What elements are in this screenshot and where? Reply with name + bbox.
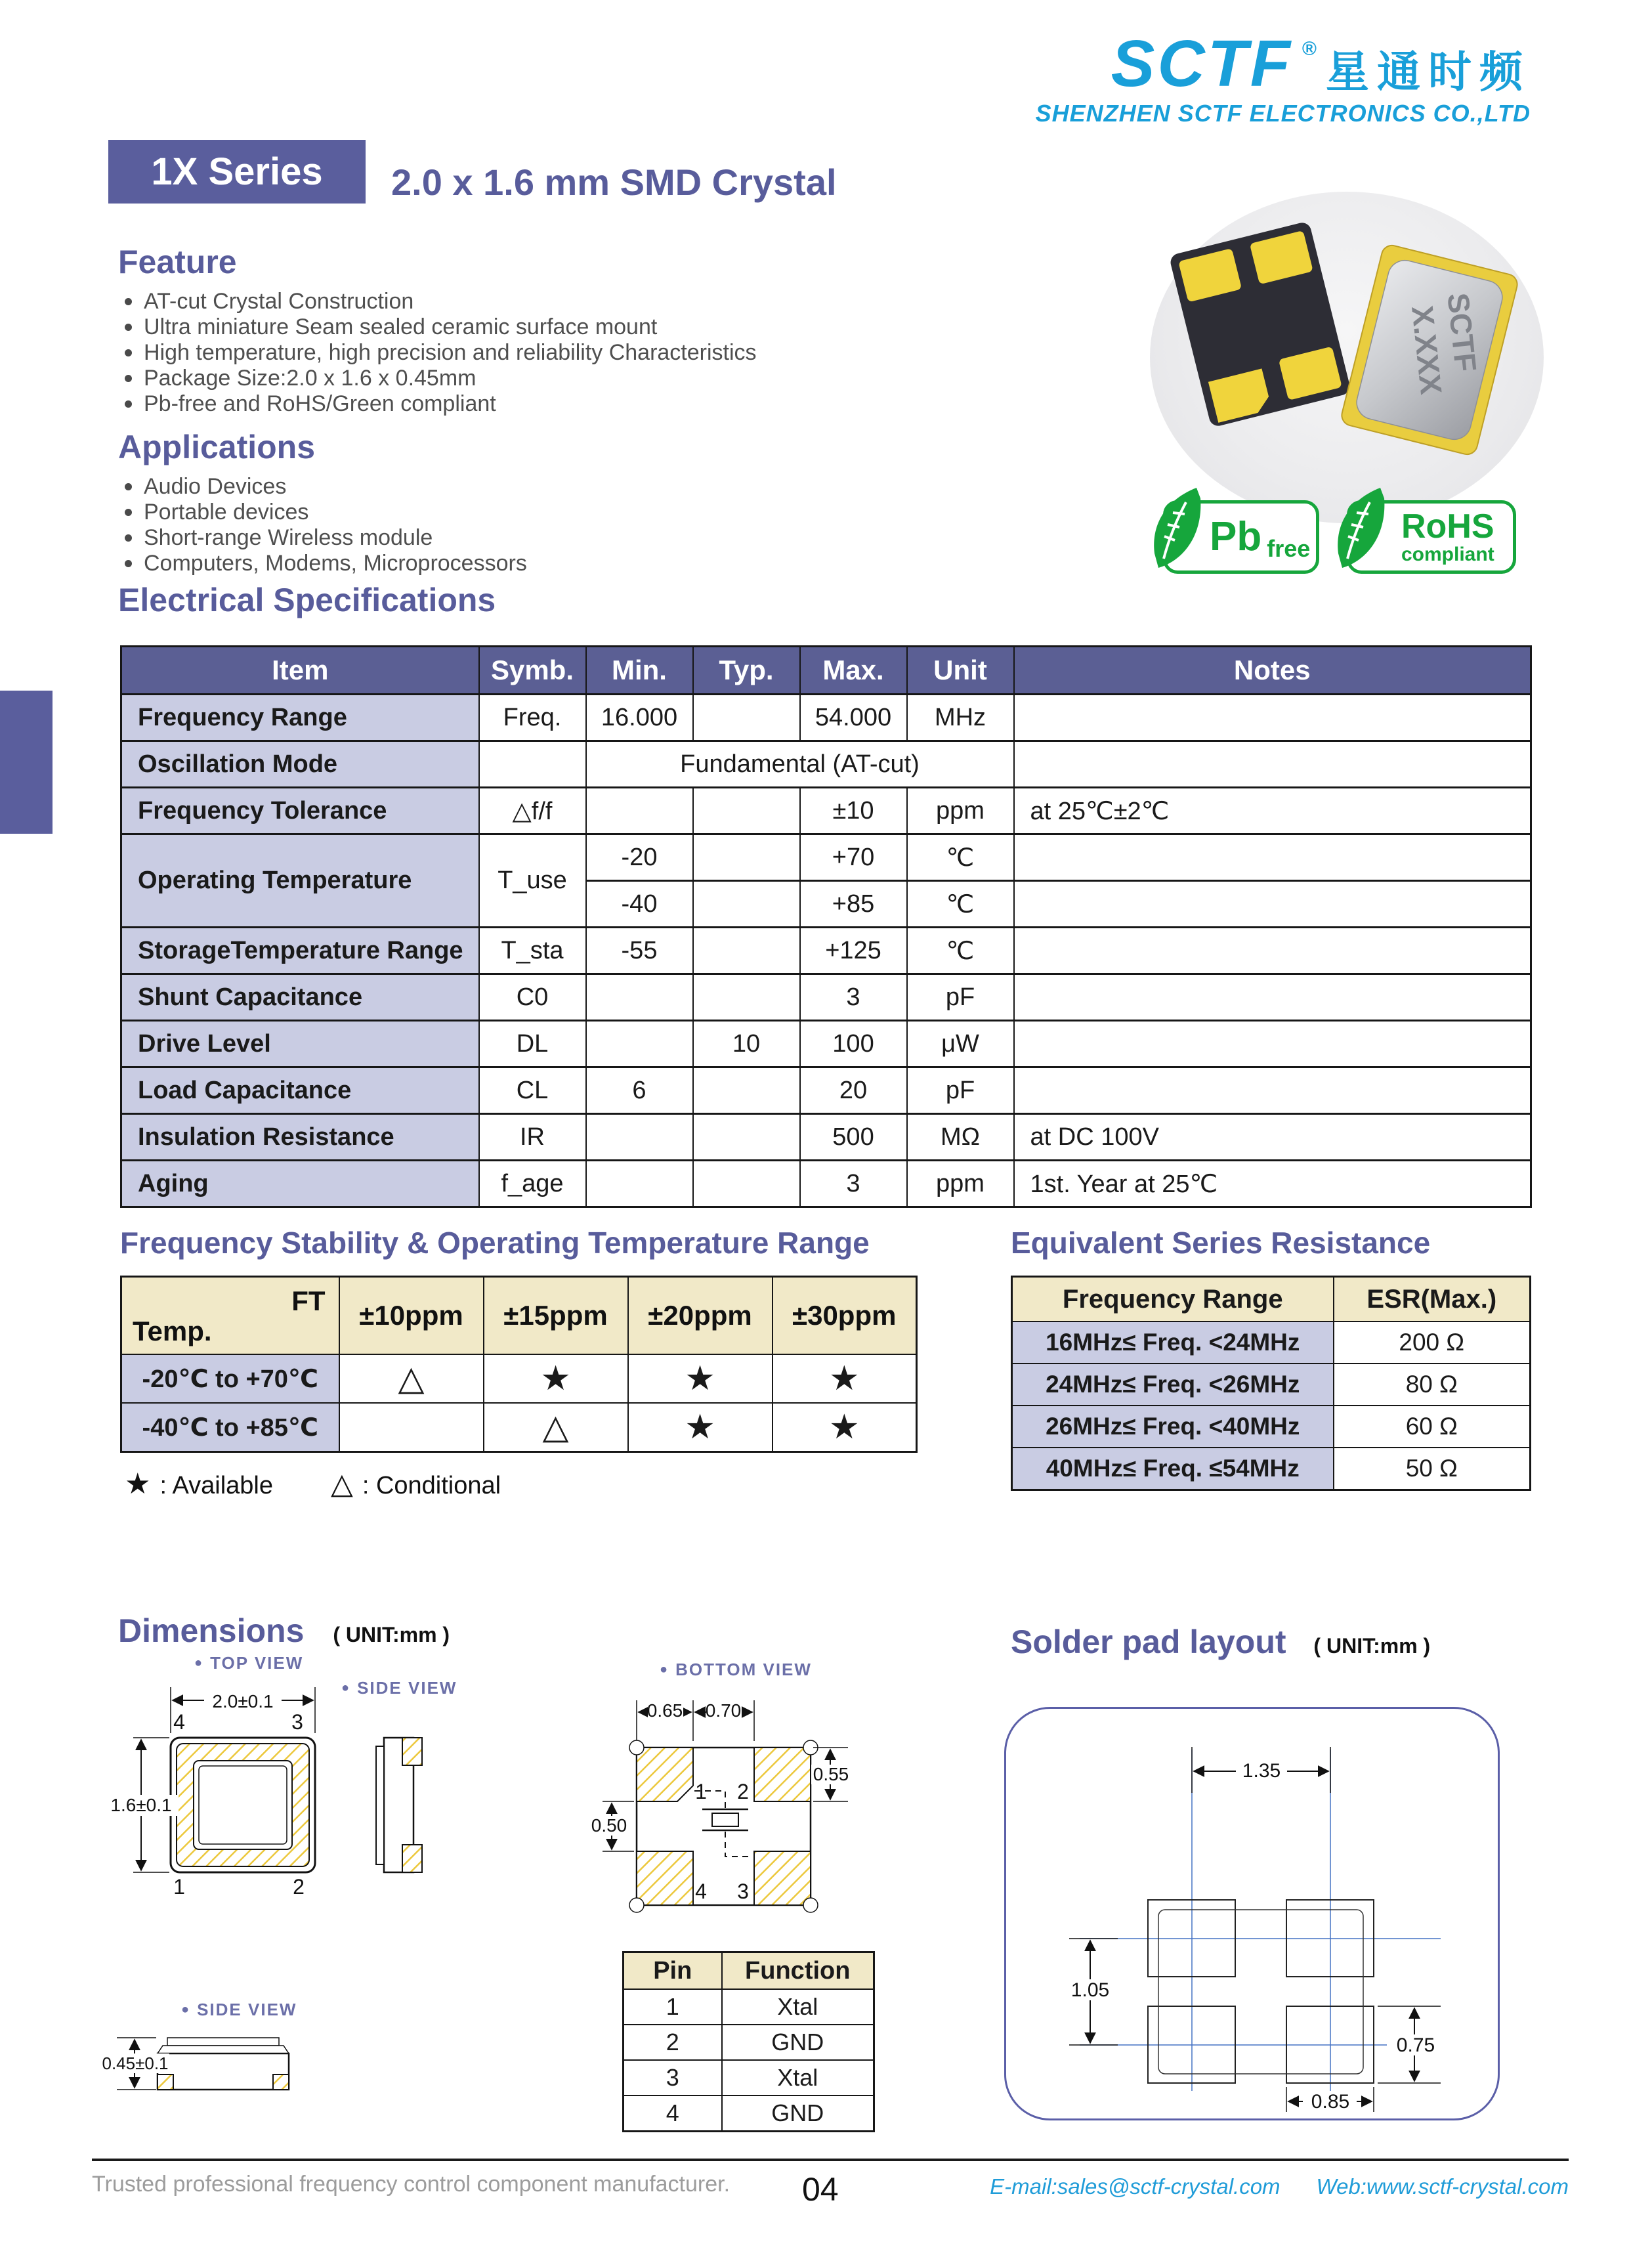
pad-number: 4 xyxy=(173,1710,185,1734)
company-name: SHENZHEN SCTF ELECTRONICS CO.,LTD xyxy=(1035,100,1531,127)
pad-number: 1 xyxy=(173,1875,185,1899)
pad-width-dim: 0.85 xyxy=(1311,2091,1350,2113)
rohs-label: RoHS xyxy=(1401,507,1494,546)
bullet-icon xyxy=(125,560,132,567)
page-title: 2.0 x 1.6 mm SMD Crystal xyxy=(391,161,837,203)
pad-4 xyxy=(637,1851,693,1905)
logo-brand-chinese: 星通时频 xyxy=(1326,47,1531,96)
pad-number: 3 xyxy=(737,1880,749,1903)
list-item: Short-range Wireless module xyxy=(125,525,527,551)
pad-number: 2 xyxy=(737,1780,749,1803)
bullet-icon: ● xyxy=(660,1662,669,1677)
pad-height-dim: 0.75 xyxy=(1396,2034,1435,2056)
email-link[interactable]: E-mail:sales@sctf-crystal.com xyxy=(990,2174,1281,2199)
list-item: High temperature, high precision and reliability Characteristics xyxy=(125,340,757,366)
registered-mark: ® xyxy=(1302,38,1317,60)
table-row: Frequency Tolerance △f/f ±10 ppm at 25℃±2℃ xyxy=(121,788,1531,834)
pin-function-table xyxy=(622,1951,875,2132)
table-row: Load Capacitance CL 6 20 pF xyxy=(121,1067,1531,1114)
pad-hpitch-dim: 1.35 xyxy=(1242,1760,1281,1782)
chip-top-view xyxy=(1340,244,1519,457)
solder-pad-title: Solder pad layout ( UNIT:mm ) xyxy=(1011,1623,1431,1660)
table-row: 40MHz≤ Freq. ≤54MHz 50 Ω xyxy=(1012,1448,1531,1490)
series-badge xyxy=(108,140,366,204)
col-min: Min. xyxy=(586,647,693,695)
list-item: Computers, Modems, Microprocessors xyxy=(125,551,527,576)
feature-title: Feature xyxy=(118,244,237,280)
solder-pad-diagram xyxy=(1004,1707,1500,2120)
list-item: AT-cut Crystal Construction xyxy=(125,289,757,314)
bullet-icon xyxy=(125,298,132,305)
esr-table xyxy=(1011,1276,1531,1491)
table-row: 16MHz≤ Freq. <24MHz 200 Ω xyxy=(1012,1322,1531,1364)
pad-2 xyxy=(754,1748,811,1801)
free-label: free xyxy=(1267,535,1311,562)
col-item: Item xyxy=(121,647,479,695)
bullet-icon xyxy=(125,349,132,356)
freq-stability-table xyxy=(120,1276,918,1453)
table-row: Oscillation Mode Fundamental (AT-cut) xyxy=(121,741,1531,788)
chip-marking-brand: SCTF xyxy=(1441,291,1483,374)
pb-label: Pb xyxy=(1210,514,1262,559)
table-row: 24MHz≤ Freq. <26MHz 80 Ω xyxy=(1012,1364,1531,1406)
freq-stability-title: Frequency Stability & Operating Temperature Range xyxy=(120,1226,870,1260)
page-edge-tab xyxy=(0,691,53,834)
corner-cell xyxy=(121,1277,339,1355)
list-item: Audio Devices xyxy=(125,474,527,500)
pad-vpitch-dim: 1.05 xyxy=(1070,1979,1110,2001)
table-row: 26MHz≤ Freq. <40MHz 60 Ω xyxy=(1012,1406,1531,1448)
col-unit: Unit xyxy=(907,647,1014,695)
pad-number: 2 xyxy=(293,1875,305,1899)
footer-contacts xyxy=(990,2174,1569,2199)
table-header-row: FT Temp. ±10ppm ±15ppm ±20ppm ±30ppm xyxy=(121,1277,917,1355)
bullet-icon xyxy=(125,509,132,516)
crystal-chips-image xyxy=(1168,206,1523,495)
product-photo xyxy=(1150,192,1544,523)
esr-title: Equivalent Series Resistance xyxy=(1011,1226,1431,1260)
table-header-row: Frequency Range ESR(Max.) xyxy=(1012,1277,1531,1322)
applications-list xyxy=(125,474,527,576)
bottom-view-label: ● BOTTOM VIEW xyxy=(660,1660,812,1679)
list-item: Ultra miniature Seam sealed ceramic surface mount xyxy=(125,314,757,340)
list-item: Pb-free and RoHS/Green compliant xyxy=(125,391,757,417)
bullet-icon xyxy=(125,534,132,542)
table-row: Aging f_age 3 ppm 1st. Year at 25℃ xyxy=(121,1161,1531,1207)
col-typ: Typ. xyxy=(693,647,800,695)
list-item: Package Size:2.0 x 1.6 x 0.45mm xyxy=(125,366,757,391)
bullet-icon: ● xyxy=(181,2002,191,2017)
bullet-icon: ● xyxy=(194,1656,204,1670)
table-row: 4 GND xyxy=(624,2096,874,2132)
side-view2-label: ● SIDE VIEW xyxy=(181,2000,297,2019)
electrical-table xyxy=(120,645,1532,1208)
col-max: Max. xyxy=(800,647,907,695)
top-view-height-dim: 1.6±0.1 xyxy=(110,1795,172,1815)
pad-1 xyxy=(637,1748,693,1801)
side-view2-drawing xyxy=(98,2035,374,2107)
pad-number: 1 xyxy=(695,1780,707,1803)
chip-marking-frequency: X.XXX xyxy=(1405,304,1449,397)
bullet-icon: ● xyxy=(341,1681,351,1695)
bullet-icon xyxy=(125,400,132,408)
pad-number: 3 xyxy=(291,1710,303,1734)
page-number: 04 xyxy=(802,2171,839,2208)
footer-tagline: Trusted professional frequency control component manufacturer. xyxy=(92,2172,731,2197)
table-row: 3 Xtal xyxy=(624,2060,874,2096)
package-outline xyxy=(1158,1910,1363,2074)
table-row: -40℃ to +85℃ △ ★ ★ xyxy=(121,1403,917,1452)
top-view-drawing xyxy=(98,1681,335,1904)
side-view-drawing xyxy=(364,1681,450,1904)
leaf-icon xyxy=(1328,484,1393,572)
pad-number: 4 xyxy=(695,1880,707,1903)
table-header-row: Pin Function xyxy=(624,1952,874,1990)
legend: ★ : Available △ : Conditional xyxy=(125,1468,501,1500)
top-view-label: ● TOP VIEW xyxy=(194,1653,304,1673)
solder-pad-unit: ( UNIT:mm ) xyxy=(1313,1634,1431,1658)
table-row: Shunt Capacitance C0 3 pF xyxy=(121,974,1531,1021)
pad-3 xyxy=(754,1851,811,1905)
feature-list xyxy=(125,289,757,417)
triangle-icon: △ xyxy=(331,1468,353,1500)
website-link[interactable]: Web:www.sctf-crystal.com xyxy=(1316,2174,1569,2199)
electrical-title: Electrical Specifications xyxy=(118,582,496,618)
table-row: Operating Temperature T_use -20 +70 ℃ xyxy=(121,834,1531,881)
table-row: -20℃ to +70℃ △ ★ ★ ★ xyxy=(121,1354,917,1403)
side-view-label: ● SIDE VIEW xyxy=(341,1678,457,1698)
chip-bottom-view xyxy=(1169,221,1352,427)
top-view-width-dim: 2.0±0.1 xyxy=(212,1691,274,1711)
pad-height-dim: 0.55 xyxy=(813,1764,849,1784)
table-row: -40 +85 ℃ xyxy=(121,881,1531,928)
dimensions-title: Dimensions ( UNIT:mm ) xyxy=(118,1612,450,1649)
pad-gap-dim: 0.70 xyxy=(705,1700,742,1721)
col-symb: Symb. xyxy=(479,647,586,695)
rohs-badge xyxy=(1347,500,1516,574)
applications-title: Applications xyxy=(118,429,316,465)
pb-free-badge xyxy=(1163,500,1319,574)
company-logo xyxy=(1035,27,1531,127)
col-notes: Notes xyxy=(1014,647,1531,695)
pad-vgap-dim: 0.50 xyxy=(591,1815,627,1836)
series-name: 1X Series xyxy=(151,150,323,193)
bottom-view-drawing xyxy=(578,1681,860,1956)
table-row: Frequency Range Freq. 16.000 54.000 MHz xyxy=(121,695,1531,741)
table-row: 1 Xtal xyxy=(624,1989,874,2025)
table-row: Drive Level DL 10 100 μW xyxy=(121,1021,1531,1067)
corner-temp-label: Temp. xyxy=(133,1316,212,1346)
footer-divider xyxy=(92,2159,1569,2161)
table-header-row xyxy=(121,647,1531,695)
pad-width-dim: 0.65 xyxy=(646,1700,683,1721)
corner-ft-label: FT xyxy=(291,1285,326,1316)
thickness-dim: 0.45±0.1 xyxy=(102,2053,169,2073)
list-item: Portable devices xyxy=(125,500,527,525)
compliant-label: compliant xyxy=(1401,543,1494,565)
bullet-icon xyxy=(125,375,132,382)
table-row: 2 GND xyxy=(624,2025,874,2060)
bullet-icon xyxy=(125,483,132,490)
logo-brand: SCTF xyxy=(1111,27,1293,100)
table-row: Insulation Resistance IR 500 MΩ at DC 100V xyxy=(121,1114,1531,1161)
leaf-icon xyxy=(1144,484,1210,572)
star-icon: ★ xyxy=(125,1468,151,1500)
bullet-icon xyxy=(125,324,132,331)
table-row: StorageTemperature Range T_sta -55 +125 ℃ xyxy=(121,928,1531,974)
dimensions-unit: ( UNIT:mm ) xyxy=(333,1623,450,1646)
